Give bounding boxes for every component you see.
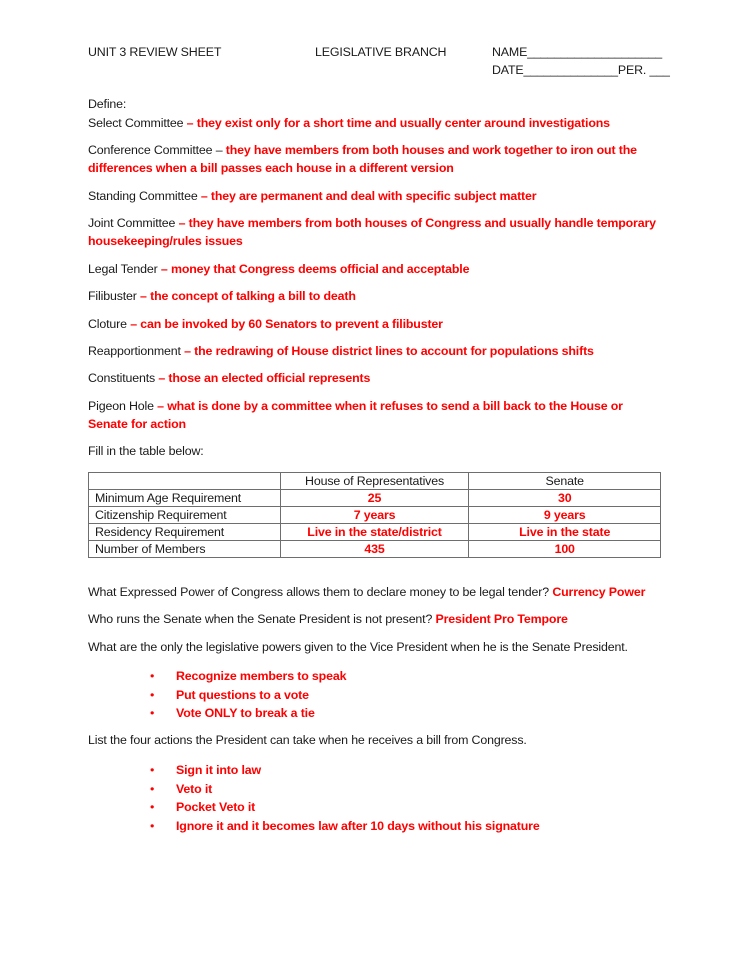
row-label: Residency Requirement xyxy=(89,524,281,541)
term-dash: – xyxy=(175,216,189,230)
bullet-icon: • xyxy=(150,687,155,702)
term-definition: money that Congress deems official and acceptable xyxy=(170,262,470,276)
definition-reapportionment xyxy=(88,343,663,361)
senate-value: 9 years xyxy=(469,507,661,524)
definition-legal-tender xyxy=(88,261,663,279)
bullet-icon: • xyxy=(150,669,155,683)
question-president-actions: List the four actions the President can take when he receives a bill from Congress. xyxy=(88,733,527,747)
list-item-text: Ignore it and it becomes law after 10 days without his signature xyxy=(176,818,540,833)
president-actions-list xyxy=(150,761,540,835)
senate-value: 100 xyxy=(469,541,661,558)
list-item xyxy=(150,761,540,780)
answer-text: Currency Power xyxy=(552,585,646,599)
row-label: Number of Members xyxy=(89,541,281,558)
list-item-text: Sign it into law xyxy=(176,763,262,777)
definition-pigeon-hole xyxy=(88,398,663,433)
worksheet-unit-label: UNIT 3 REVIEW SHEET xyxy=(88,45,222,59)
term-definition: the concept of talking a bill to death xyxy=(150,289,356,303)
list-item-text: Pocket Veto it xyxy=(176,800,256,814)
bullet-icon: • xyxy=(150,781,155,796)
term: Filibuster xyxy=(88,289,137,303)
list-item xyxy=(150,686,346,705)
table-instruction: Fill in the table below: xyxy=(88,444,204,458)
term-dash: – xyxy=(197,189,211,203)
definition-joint-committee xyxy=(88,215,663,250)
term-dash: – xyxy=(212,143,226,157)
congress-requirements-table xyxy=(88,472,661,558)
term: Standing Committee xyxy=(88,189,198,203)
list-item xyxy=(150,817,540,836)
list-item xyxy=(150,798,540,817)
term-definition: they are permanent and deal with specific subject matter xyxy=(210,189,537,203)
table-row xyxy=(89,507,661,524)
term: Cloture xyxy=(88,317,127,331)
term-definition: they have members from both houses of Congress and usually handle temporary housekeeping/rules issues xyxy=(88,216,656,248)
question-text: Who runs the Senate when the Senate President is not present? xyxy=(88,612,436,626)
definition-constituents xyxy=(88,370,663,388)
term: Reapportionment xyxy=(88,344,181,358)
list-item-text: Recognize members to speak xyxy=(176,669,347,683)
term-dash: – xyxy=(180,344,195,358)
list-item xyxy=(150,704,346,723)
term-dash: – xyxy=(136,289,151,303)
list-item xyxy=(150,667,346,686)
question-senate-leader xyxy=(88,612,568,626)
define-heading: Define: xyxy=(88,97,127,111)
worksheet-topic-title: LEGISLATIVE BRANCH xyxy=(315,45,447,59)
definition-cloture xyxy=(88,316,663,334)
term-definition: those an elected official represents xyxy=(168,371,371,385)
term: Constituents xyxy=(88,371,156,385)
term: Conference Committee xyxy=(88,143,213,157)
term: Select Committee xyxy=(88,116,184,130)
question-legal-tender-power xyxy=(88,585,645,599)
table-row xyxy=(89,490,661,507)
list-item-text: Vote ONLY to break a tie xyxy=(176,706,315,720)
list-item-text: Put questions to a vote xyxy=(176,687,309,702)
definition-filibuster xyxy=(88,288,663,306)
date-period-field-line: DATE______________PER. ___ xyxy=(492,63,670,77)
term: Joint Committee xyxy=(88,216,176,230)
term-dash: – xyxy=(126,317,141,331)
term: Pigeon Hole xyxy=(88,399,154,413)
term-dash: – xyxy=(157,262,171,276)
bullet-icon: • xyxy=(150,763,155,777)
name-field-line: NAME____________________ xyxy=(492,45,663,59)
table-row xyxy=(89,541,661,558)
term-definition: what is done by a committee when it refuses to send a bill back to the House or Senate for action xyxy=(88,399,623,431)
house-value: 7 years xyxy=(280,507,469,524)
house-value: 435 xyxy=(280,541,469,558)
term-definition: the redrawing of House district lines to account for populations shifts xyxy=(194,344,594,358)
vp-powers-list xyxy=(150,667,346,723)
row-label: Minimum Age Requirement xyxy=(89,490,281,507)
row-label: Citizenship Requirement xyxy=(89,507,281,524)
house-value: 25 xyxy=(280,490,469,507)
bullet-icon: • xyxy=(150,818,155,833)
table-header-row xyxy=(89,473,661,490)
senate-value: 30 xyxy=(469,490,661,507)
term: Legal Tender xyxy=(88,262,158,276)
definition-conference-committee xyxy=(88,142,663,177)
definition-select-committee xyxy=(88,115,663,133)
term-dash: – xyxy=(183,116,197,130)
question-text: What Expressed Power of Congress allows them to declare money to be legal tender? xyxy=(88,585,553,599)
list-item xyxy=(150,780,540,799)
definition-standing-committee xyxy=(88,188,663,206)
list-item-text: Veto it xyxy=(176,781,213,796)
table-header-empty xyxy=(89,473,281,490)
senate-value: Live in the state xyxy=(469,524,661,541)
term-definition: can be invoked by 60 Senators to prevent a filibuster xyxy=(140,317,443,331)
term-definition: they exist only for a short time and usually center around investigations xyxy=(196,116,610,130)
bullet-icon: • xyxy=(150,800,155,814)
bullet-icon: • xyxy=(150,706,155,720)
table-header-house: House of Representatives xyxy=(280,473,469,490)
table-header-senate: Senate xyxy=(469,473,661,490)
house-value: Live in the state/district xyxy=(280,524,469,541)
table-row xyxy=(89,524,661,541)
term-definition: they have members from both houses and work together to iron out the differences when a bill passes each house in a different version xyxy=(88,143,637,175)
term-dash: – xyxy=(155,371,169,385)
term-dash: – xyxy=(153,399,168,413)
answer-text: President Pro Tempore xyxy=(435,612,568,626)
question-vp-powers: What are the only the legislative powers given to the Vice President when he is the Senate President. xyxy=(88,640,628,654)
